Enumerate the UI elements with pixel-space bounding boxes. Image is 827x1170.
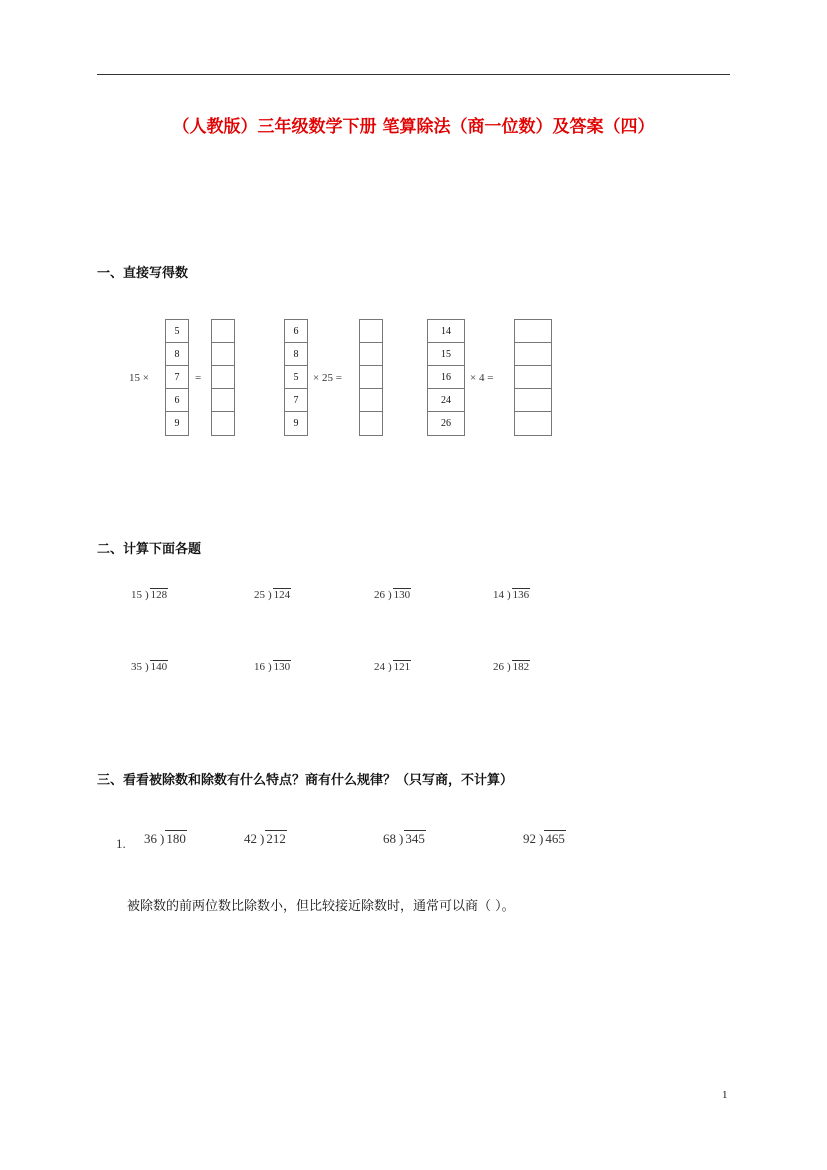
section-1-heading: 一、直接写得数: [97, 266, 189, 281]
group-2-value-column: [284, 319, 308, 436]
division-bracket-icon: ): [388, 661, 392, 673]
divisor: 14: [493, 589, 504, 601]
group-1-answer-column: [211, 319, 235, 436]
division-problem: [254, 589, 291, 601]
group-3-right-operator: × 4 =: [470, 372, 494, 384]
dividend: 212: [266, 831, 286, 846]
divisor: 36: [144, 831, 157, 846]
group-3-value-column: [427, 319, 465, 436]
value-cell: 16: [428, 366, 464, 389]
division-problem: [244, 831, 287, 847]
section-2-heading: 二、计算下面各题: [97, 542, 202, 557]
dividend: 345: [405, 831, 425, 846]
dividend: 136: [512, 589, 530, 601]
value-cell: 5: [285, 366, 307, 389]
answer-cell[interactable]: [515, 366, 551, 389]
divisor: 25: [254, 589, 265, 601]
answer-cell[interactable]: [515, 320, 551, 343]
answer-cell[interactable]: [360, 343, 382, 366]
group-1-value-column: [165, 319, 189, 436]
division-bracket-icon: ): [160, 831, 165, 846]
division-bracket-icon: ): [145, 589, 149, 601]
answer-cell[interactable]: [360, 366, 382, 389]
dividend: 128: [150, 589, 168, 601]
division-bracket-icon: ): [507, 589, 511, 601]
value-cell: 24: [428, 389, 464, 412]
answer-cell[interactable]: [515, 412, 551, 435]
division-bracket-icon: ): [260, 831, 265, 846]
division-problem: [493, 589, 530, 601]
page-number: 1: [722, 1089, 728, 1101]
division-problem: [374, 589, 411, 601]
rule-statement: 被除数的前两位数比除数小，但比较接近除数时，通常可以商（ ）。: [127, 899, 515, 914]
dividend: 140: [150, 661, 168, 673]
division-problem: [383, 831, 426, 847]
answer-cell[interactable]: [212, 320, 234, 343]
answer-cell[interactable]: [212, 389, 234, 412]
group-2-right-operator: × 25 =: [313, 372, 342, 384]
division-problem: [254, 661, 291, 673]
answer-cell[interactable]: [360, 412, 382, 435]
answer-cell[interactable]: [515, 343, 551, 366]
answer-cell[interactable]: [212, 343, 234, 366]
group-1-left-operator: 15 ×: [129, 372, 149, 384]
division-problem: [523, 831, 566, 847]
value-cell: 26: [441, 418, 451, 429]
group-1-right-operator: =: [195, 372, 202, 384]
divisor: 68: [383, 831, 396, 846]
answer-cell[interactable]: [360, 320, 382, 343]
document-title: （人教版）三年级数学下册 笔算除法（商一位数）及答案（四）: [172, 117, 655, 137]
dividend: 124: [273, 589, 291, 601]
value-cell: 6: [166, 389, 188, 412]
value-cell: 7: [285, 389, 307, 412]
value-cell: 9: [174, 418, 180, 429]
answer-cell[interactable]: [515, 389, 551, 412]
divisor: 26: [493, 661, 504, 673]
division-problem: [493, 661, 530, 673]
division-problem: [131, 661, 168, 673]
dividend: 130: [393, 589, 411, 601]
divisor: 42: [244, 831, 257, 846]
value-cell: 5: [166, 320, 188, 343]
header-rule: [97, 74, 730, 75]
dividend: 465: [545, 831, 565, 846]
value-cell: 6: [285, 320, 307, 343]
section-3-heading: 三、看看被除数和除数有什么特点？商有什么规律？（只写商，不计算）: [97, 773, 514, 788]
group-3-answer-column: [514, 319, 552, 436]
dividend: 180: [166, 831, 186, 846]
value-cell: 15: [428, 343, 464, 366]
divisor: 24: [374, 661, 385, 673]
division-bracket-icon: ): [268, 589, 272, 601]
division-problem: [374, 661, 411, 673]
value-cell: 7: [166, 366, 188, 389]
divisor: 92: [523, 831, 536, 846]
dividend: 121: [393, 661, 411, 673]
division-bracket-icon: ): [507, 661, 511, 673]
division-bracket-icon: ): [388, 589, 392, 601]
dividend: 130: [273, 661, 291, 673]
dividend: 182: [512, 661, 530, 673]
value-cell: 8: [285, 343, 307, 366]
divisor: 15: [131, 589, 142, 601]
answer-cell[interactable]: [212, 366, 234, 389]
group-2-answer-column: [359, 319, 383, 436]
division-problem: [144, 831, 187, 847]
answer-cell[interactable]: [212, 412, 234, 435]
item-number: 1.: [116, 836, 126, 851]
division-bracket-icon: ): [268, 661, 272, 673]
divisor: 16: [254, 661, 265, 673]
value-cell: 8: [166, 343, 188, 366]
value-cell: 14: [428, 320, 464, 343]
divisor: 26: [374, 589, 385, 601]
divisor: 35: [131, 661, 142, 673]
value-cell: 9: [293, 418, 299, 429]
division-bracket-icon: ): [539, 831, 544, 846]
division-bracket-icon: ): [145, 661, 149, 673]
answer-cell[interactable]: [360, 389, 382, 412]
division-problem: [131, 589, 168, 601]
division-bracket-icon: ): [399, 831, 404, 846]
